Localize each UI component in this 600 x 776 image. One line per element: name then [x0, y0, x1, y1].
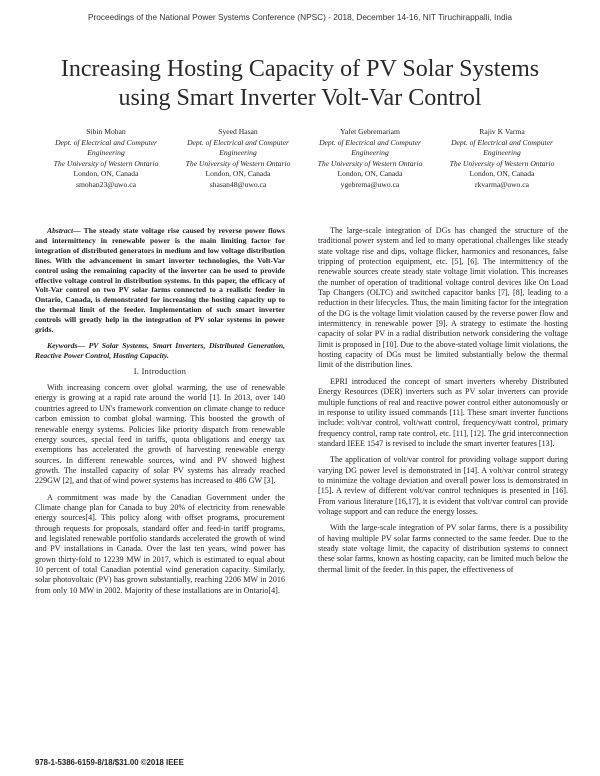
- author-university: The University of Western Ontario: [53, 158, 159, 168]
- section-heading-introduction: I. Introduction: [133, 366, 187, 376]
- author-city: London, ON, Canada: [205, 169, 271, 178]
- keywords: Keywords— PV Solar Systems, Smart Inverters, Distributed Generation, Reactive Power Control, Hosting Capacity.: [35, 340, 285, 360]
- author-4: [436, 127, 568, 190]
- body-paragraph: With increasing concern over global warming, the use of renewable energy is growing at a rapid rate around the world [1]. In 2013, over 140 countries agreed to UN's framework convention on climate change to reduce carbon emission to combat global warming. This boosted the growth of renewable energy systems. Policies like priority dispatch from renewable energy sources, special feed in tariffs, quota obligations and energy tax exemptions has accelerated the growth of harvesting renewable energy sources. In different renewable sources, wind and PV showed highest growth. The installed capacity of solar PV systems has already reached 229GW [2], and that of wind power systems has increased to 486 GW [3].: [35, 383, 285, 486]
- author-3: [304, 127, 436, 190]
- author-1: [40, 127, 172, 190]
- author-block: [40, 127, 570, 190]
- author-name: Rajiv K Varma: [479, 127, 525, 136]
- author-email[interactable]: shasan48@uwo.ca: [209, 179, 267, 189]
- author-2: [172, 127, 304, 190]
- author-name: Syeed Hasan: [218, 127, 258, 136]
- body-paragraph: The large-scale integration of DGs has changed the structure of the traditional power system and led to many operational challenges like steady state voltage rise and dips, voltage flicker, harmonics and resonances, false tripping of protection equipment, etc. [5], [6]. The intermittency of the renewable sources create steady state voltage limit violation. This increases the number of operation of traditional voltage control devices like On Load Tap Changers (OLTC) and switched capacitor banks [7], [8], leading to a reduction in their lifecycles. Thus, the main limiting factor for the integration of the DG is the voltage limit violation caused by the reverse power flow and intermittency in renewable power [9]. A strategy to estimate the hosting capacity of solar PV in a radial distribution network considering the voltage limit is proposed in [10]. Due to the above-stated voltage limit violations, the hosting capacity of DGs must be limited substantially below the thermal limit of the distribution lines.: [318, 226, 569, 370]
- copyright-footer: 978-1-5386-6159-8/18/$31.00 ©2018 IEEE: [35, 758, 184, 767]
- author-email[interactable]: smohan23@uwo.ca: [76, 179, 136, 189]
- author-city: London, ON, Canada: [337, 169, 403, 178]
- author-name: Yafet Gebremariam: [340, 127, 400, 136]
- right-column: [318, 226, 568, 581]
- paper-title: Increasing Hosting Capacity of PV Solar Systems using Smart Inverter Volt-Var Control: [60, 56, 540, 111]
- body-paragraph: With the large-scale integration of PV solar farms, there is a possibility of having multiple PV solar farms connected to the same feeder. Due to the steady state voltage limit, the capacity of distribution systems to connect these solar farms, known as hosting capacity, can be limited much below the thermal limit of the feeder. In this paper, the effectiveness of: [318, 523, 568, 574]
- author-university: The University of Western Ontario: [185, 158, 291, 168]
- author-department: Dept. of Electrical and Computer Engineering: [55, 137, 157, 157]
- left-column: [35, 226, 285, 602]
- body-paragraph: EPRI introduced the concept of smart inverters whereby Distributed Energy Resources (DER) inverters such as PV solar inverters can provide multiple functions of real and reactive power control either autonomously or in response to utility issued commands [11]. These smart inverter functions include: volt/var control, volt/watt control, frequency/watt control, primary frequency control, ramp rate control, etc. [11], [12]. The grid interconnection standard IEEE 1547 is revised to include the smart inverter features [13].: [318, 376, 568, 448]
- author-department: Dept. of Electrical and Computer Engineering: [451, 137, 553, 157]
- abstract: [35, 226, 285, 335]
- author-city: London, ON, Canada: [469, 169, 535, 178]
- body-paragraph: The application of volt/var control for providing voltage support during varying DG power level is demonstrated in [14]. A volt/var control strategy to minimize the voltage deviation and overall power loss is demonstrated in [15]. A review of different volt/var control techniques is presented in [16]. From various literature [16,17], it is evident that volt/var control can provide voltage support and can reduce the energy losses.: [318, 455, 568, 516]
- author-email[interactable]: ygebrema@uwo.ca: [340, 179, 400, 189]
- author-department: Dept. of Electrical and Computer Engineering: [319, 137, 421, 157]
- author-department: Dept. of Electrical and Computer Engineering: [187, 137, 289, 157]
- author-name: Sibin Mohan: [86, 127, 126, 136]
- author-email[interactable]: rkvarma@uwo.ca: [474, 179, 529, 189]
- abstract-text: The steady state voltage rise caused by reverse power flows and intermittency in renewable power is the main limiting factor for integration of distributed generators in medium and low voltage distribution lines. With the advancement in smart inverter technologies, the Volt-Var control using the remaining capacity of the inverter can be used to provide effective voltage control in distribution systems. In this paper, the efficacy of Volt-Var control on two PV solar farms connected to a realistic feeder in Ontario, Canada, is demonstrated for increasing the hosting capacity up to the thermal limit of the feeder. Implementation of such smart inverter controls will greatly help in the integration of PV solar systems in power grids.: [35, 226, 285, 335]
- abstract-label: Abstract—: [47, 226, 81, 235]
- author-university: The University of Western Ontario: [449, 158, 555, 168]
- author-university: The University of Western Ontario: [317, 158, 423, 168]
- conference-header: Proceedings of the National Power Systems Conference (NPSC) - 2018, December 14-16, NIT Tiruchirappalli, India: [87, 12, 513, 22]
- author-city: London, ON, Canada: [73, 169, 139, 178]
- body-paragraph: A commitment was made by the Canadian Government under the Climate change plan for Canada to buy 20% of electricity from renewable energy sources[4]. This policy along with offset programs, procurement through requests for proposals, standard offer and feed-in tariff programs, and legislated renewable portfolio standards accelerated the growth of wind and PV installations in Canada. Over the last ten years, wind power has grown thirty-fold to 12239 MW in 2017, which is estimated to equal about 10 percent of total Canadian potential wind generation capacity. Similarly, solar photovoltaic (PV) has grown substantially, reaching 2206 MW in 2016 from only 10 MW in 2002. Majority of these installations are in Ontario[4].: [35, 492, 285, 595]
